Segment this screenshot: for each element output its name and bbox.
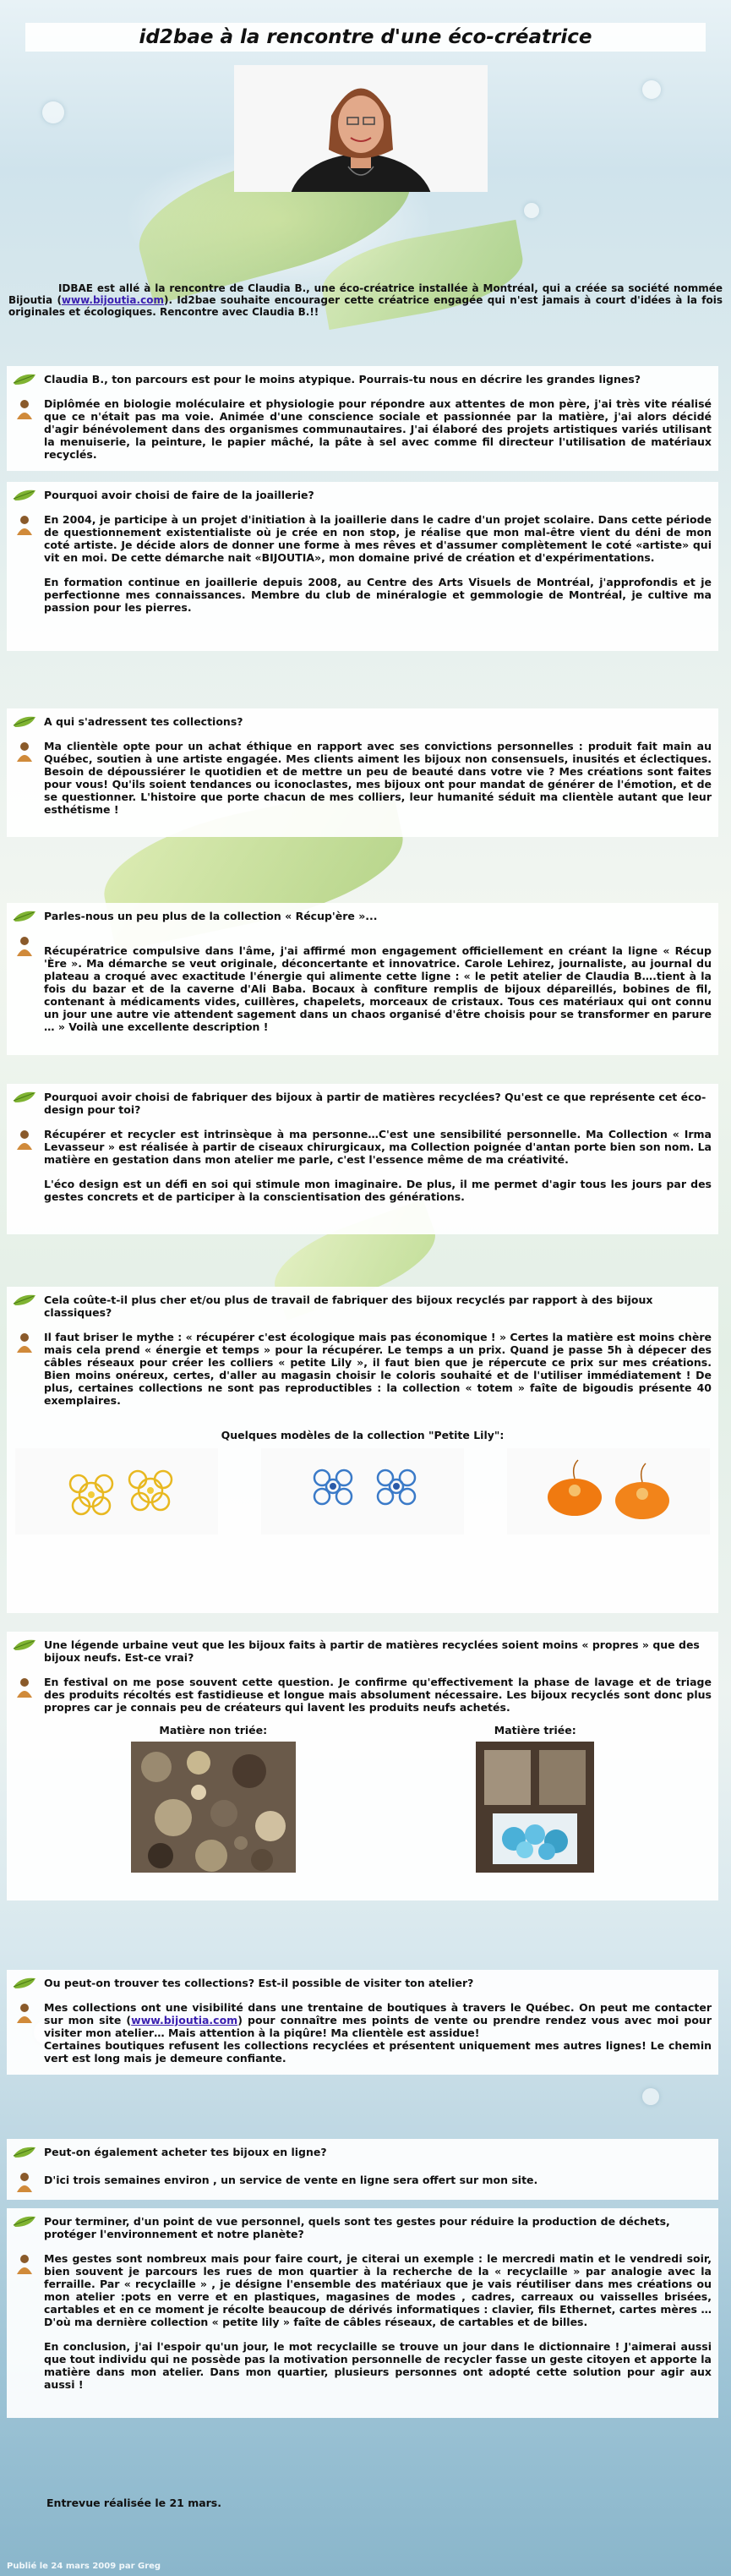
person-icon [15,936,34,956]
question-text: Pourquoi avoir choisi de fabriquer des bijoux à partir de matières recyclées? Qu'est ce que représente cet éco-design pour toi? [44,1091,706,1116]
jewelry-photo-yellow [15,1448,218,1534]
leaf-icon [12,908,37,925]
question [7,1632,718,1671]
page-title: id2bae à la rencontre d'une éco-créatrice [25,23,706,52]
answer [7,392,718,468]
jewelry-gallery [7,1448,718,1543]
answer [7,2247,718,2398]
answer-paragraph: Ma clientèle opte pour un achat éthique en rapport avec ses convictions personnelles : produit fait main au Québec, soutien à une artiste engagée. Mes clients aiment les bijoux non consensuels, inusités et éclectiques. Besoin de dépoussiérer le quotidien et de mettre un peu de beauté dans votre vie ? Mes créations sont faites pour vous! Qu'ils soient tendances ou iconoclastes, mes bijoux ont pour mandat de générer de l'émotion, et de se questionner. L'histoire que porte chacun de mes colliers, leur humanité séduit ma clientèle autant que leur esthétisme ! [44,740,712,816]
answer-paragraph [44,2001,712,2065]
sorted-material [476,1724,594,1875]
water-drop-decoration [524,203,539,218]
leaf-icon [12,487,37,504]
question [7,903,718,929]
question [7,2139,718,2165]
person-icon [15,399,34,419]
sorted-material-photo [476,1742,594,1873]
qa-block [7,366,718,471]
water-drop-decoration [642,2088,659,2105]
photo-caption: Matière triée: [494,1724,576,1736]
answer-paragraph: L'éco design est un défi en soi qui stimule mon imaginaire. De plus, il me permet d'agir tous les jours par des gestes concrets et de participer à la conscientisation des générations. [44,1178,712,1203]
answer [7,1996,718,2071]
answer-paragraph: En conclusion, j'ai l'espoir qu'un jour, le mot recyclaille se trouve un jour dans le dictionnaire ! J'aimerai aussi que tout individu qui ne possède pas la motivation personnelle de recycler fasse un geste citoyen et apporte la matière dans mon atelier. Dans mon quartier, plusieurs personnes ont adopté cette solution pour agir aux aussi ! [44,2340,712,2391]
answer-paragraph: En 2004, je participe à un projet d'initiation à la joaillerie dans le cadre d'un projet scolaire. Dans cette période de questionnement existentialiste où je crée en non stop, je réalise que mon mal-être vient du déni de mon coté artiste. Je décide alors de donner une forme à mes rêves et d'assumer complètement le coté «artiste» qui vit en moi. De cette démarche nait «BIJOUTIA», mon domaine privé de création et d'expérimentations. [44,513,712,564]
leaf-icon [12,2213,37,2230]
answer [7,2165,718,2193]
qa-block [7,2208,718,2418]
intro-text: ). Id2bae souhaite encourager cette créatrice engagée qui n'est jamais à court d'idées à la fois originales et écologiques. Rencontre avec Claudia B.!! [8,294,723,318]
question-text: Une légende urbaine veut que les bijoux faits à partir de matières recyclées soient moins « propres » que des bijoux neufs. Est-ce vrai? [44,1638,700,1664]
question [7,2208,718,2247]
bijoutia-site-link[interactable]: www.bijoutia.com [131,2014,238,2026]
leaf-icon [12,714,37,730]
answer-text: Mes collections ont une visibilité dans une trentaine de boutiques à travers le Québec. On peut me contacter sur mon site ( [44,2001,712,2026]
qa-block [7,2139,718,2200]
question-text: A qui s'adressent tes collections? [44,715,243,728]
person-icon [15,1129,34,1150]
gallery-title: Quelques modèles de la collection "Petite Lily": [221,1429,505,1441]
qa-block [7,708,718,837]
answer-paragraph: D'ici trois semaines environ , un service de vente en ligne sera offert sur mon site. [44,2174,538,2186]
answer-paragraph: Récupérer et recycler est intrinsèque à ma personne…C'est une sensibilité personnelle. Ma Collection « Irma Levasseur » est réalisée à partir de ciseaux chirurgicaux, ma Collection poignée d'antan porte bien son nom. La matière en gestation dans mon atelier me parle, c'est l'essence même de ma créativité. [44,1128,712,1166]
qa-block [7,1084,718,1234]
question-text: Ou peut-on trouver tes collections? Est-il possible de visiter ton atelier? [44,1977,474,1989]
answer-text: ) pour connaître mes points de vente ou prendre rendez vous avec moi pour visiter mon atelier… Mais attention à la piqûre! Ma clientèle est assidue! [44,2014,712,2039]
question [7,1084,718,1123]
answer-paragraph: Il faut briser le mythe : « récupérer c'est écologique mais pas économique ! » Certes la matière est moins chère mais cela prend « énergie et temps » pour la récupérer. Le temps a un prix. Quand je passe 5h à dépecer des câbles réseaux pour créer les colliers « petite Lily », il faut bien que je répercute ce prix sur mes créations. Bien moins onéreux, certes, d'aller au magasin choisir le coloris souhaité et de l'utiliser immédiatement ! De plus, certaines collections ne sont pas reproductibles : la collection « totem » faîte de bigoudis présente 40 exemplaires. [44,1331,712,1407]
qa-block [7,903,718,1055]
material-photos [7,1720,718,1885]
leaf-icon [12,1637,37,1654]
answer-paragraph: Diplômée en biologie moléculaire et physiologie pour répondre aux attentes de mon père, j'ai très vite réalisé que ce n'était pas ma voie. Animée d'une conscience sociale et passionnée par la matière, j'ai alors décidé d'agir bénévolement dans des organismes communautaires. J'ai élaboré des projets artistiques variés utilisant la menuiserie, la peinture, le papier mâché, la pâte à sel avec comme fil directeur l'utilisation de matériaux recyclés. [44,397,712,461]
person-icon [15,1677,34,1698]
person-icon [15,2254,34,2274]
answer [7,1671,718,1720]
answer [7,1123,718,1210]
answer-paragraph: Récupératrice compulsive dans l'âme, j'ai affirmé mon engagement officiellement en créant la ligne « Récup 'Ère ». Ma démarche se veut originale, déconcertante et innovatrice. Carole Lehirez, journaliste, au journal du plateau a croqué avec exactitude l'énergie qui alimente cette ligne : « le petit atelier de Claudia B….tient à la fois du bazar et de la caverne d'Ali Baba. Bocaux à confiture remplis de bijoux dépareillés, bobines de fil, contenant à médicaments vides, cuillères, chapelets, morceaux de cristaux. Tous ces matériaux qui ont connu un jour une autre vie attendent sagement dans un chaos organisé d'être choisis pour se transformer en parure … » Voilà une excellente description ! [44,944,712,1033]
answer [7,508,718,621]
question [7,1287,718,1326]
question [7,482,718,508]
intro-paragraph [8,282,723,318]
qa-block [7,1970,718,2075]
answer-paragraph: En festival on me pose souvent cette question. Je confirme qu'effectivement la phase de lavage et de triage des produits récoltés est fastidieuse et longue mais absolument nécessaire. Les bijoux recyclés sont donc plus propres car je connais peu de créateurs qui lavent les produits neufs achetés. [44,1676,712,1714]
question-text: Pour terminer, d'un point de vue personnel, quels sont tes gestes pour réduire la production de déchets, protéger l'environnement et notre planète? [44,2215,670,2240]
answer-text: Certaines boutiques refusent les collections recyclées et présentent uniquement mes autres lignes! Le chemin vert est long mais je demeure confiante. [44,2039,712,2065]
person-icon [15,2172,34,2192]
answer [7,735,718,823]
qa-block [7,1287,718,1613]
answer [7,929,718,1040]
publication-note: Publié le 24 mars 2009 par Greg [7,2562,161,2571]
answer [7,1326,718,1414]
question-text: Cela coûte-t-il plus cher et/ou plus de travail de fabriquer des bijoux recyclés par rapport à des bijoux classiques? [44,1293,653,1319]
answer-paragraph: En formation continue en joaillerie depuis 2008, au Centre des Arts Visuels de Montréal, j'approfondis et je perfectionne mes connaissances. Membre du club de minéralogie et gemmologie de Montréal, je cultive ma passion pour les pierres. [44,576,712,614]
qa-block [7,482,718,651]
answer-paragraph: Mes gestes sont nombreux mais pour faire court, je citerai un exemple : le mercredi matin et le vendredi soir, bien souvent je parcours les rues de mon quartier à la recherche de la « recyclaille » par analogie avec la ferraille. Par « recyclaille » , je désigne l'ensemble des matériaux que je vais réutiliser dans mes créations ou mon atelier :pots en verre et en plastiques, magasines de modes , cadres, carreaux ou vaisselles brisées, cartables et en ce moment je récolte beaucoup de dérivés informatiques : clavier, fils Ethernet, cartes mères … D'où ma dernière collection « petite lily » faîte de câbles réseaux, de cartables et de billes. [44,2252,712,2328]
water-drop-decoration [42,101,64,123]
interview-date: Entrevue réalisée le 21 mars. [46,2497,222,2509]
person-icon [15,741,34,762]
leaf-icon [12,2144,37,2161]
jewelry-photo-blue [261,1448,464,1534]
question-text: Pourquoi avoir choisi de faire de la joaillerie? [44,489,314,501]
intro-text: IDBAE est allé à la rencontre de Claudia B., une éco-créatrice installée à Montréal, qui a créée sa société nommée Bijoutia ( [8,282,723,306]
leaf-icon [12,1089,37,1106]
unsorted-material-photo [131,1742,296,1873]
question [7,1970,718,1996]
qa-block [7,1632,718,1901]
person-icon [15,515,34,535]
unsorted-material [131,1724,296,1875]
question [7,366,718,392]
portrait-photo [234,65,488,192]
question-text: Claudia B., ton parcours est pour le moins atypique. Pourrais-tu nous en décrire les grandes lignes? [44,373,641,386]
person-icon [15,1332,34,1353]
photo-caption: Matière non triée: [159,1724,268,1736]
jewelry-photo-orange [507,1448,710,1534]
question [7,708,718,735]
water-drop-decoration [642,80,661,99]
question-text: Peut-on également acheter tes bijoux en ligne? [44,2146,327,2158]
leaf-icon [12,1292,37,1309]
question-text: Parles-nous un peu plus de la collection « Récup'ère »... [44,910,378,922]
leaf-icon [12,371,37,388]
person-icon [15,2003,34,2023]
bijoutia-link[interactable]: www.bijoutia.com [61,294,164,306]
leaf-icon [12,1975,37,1992]
